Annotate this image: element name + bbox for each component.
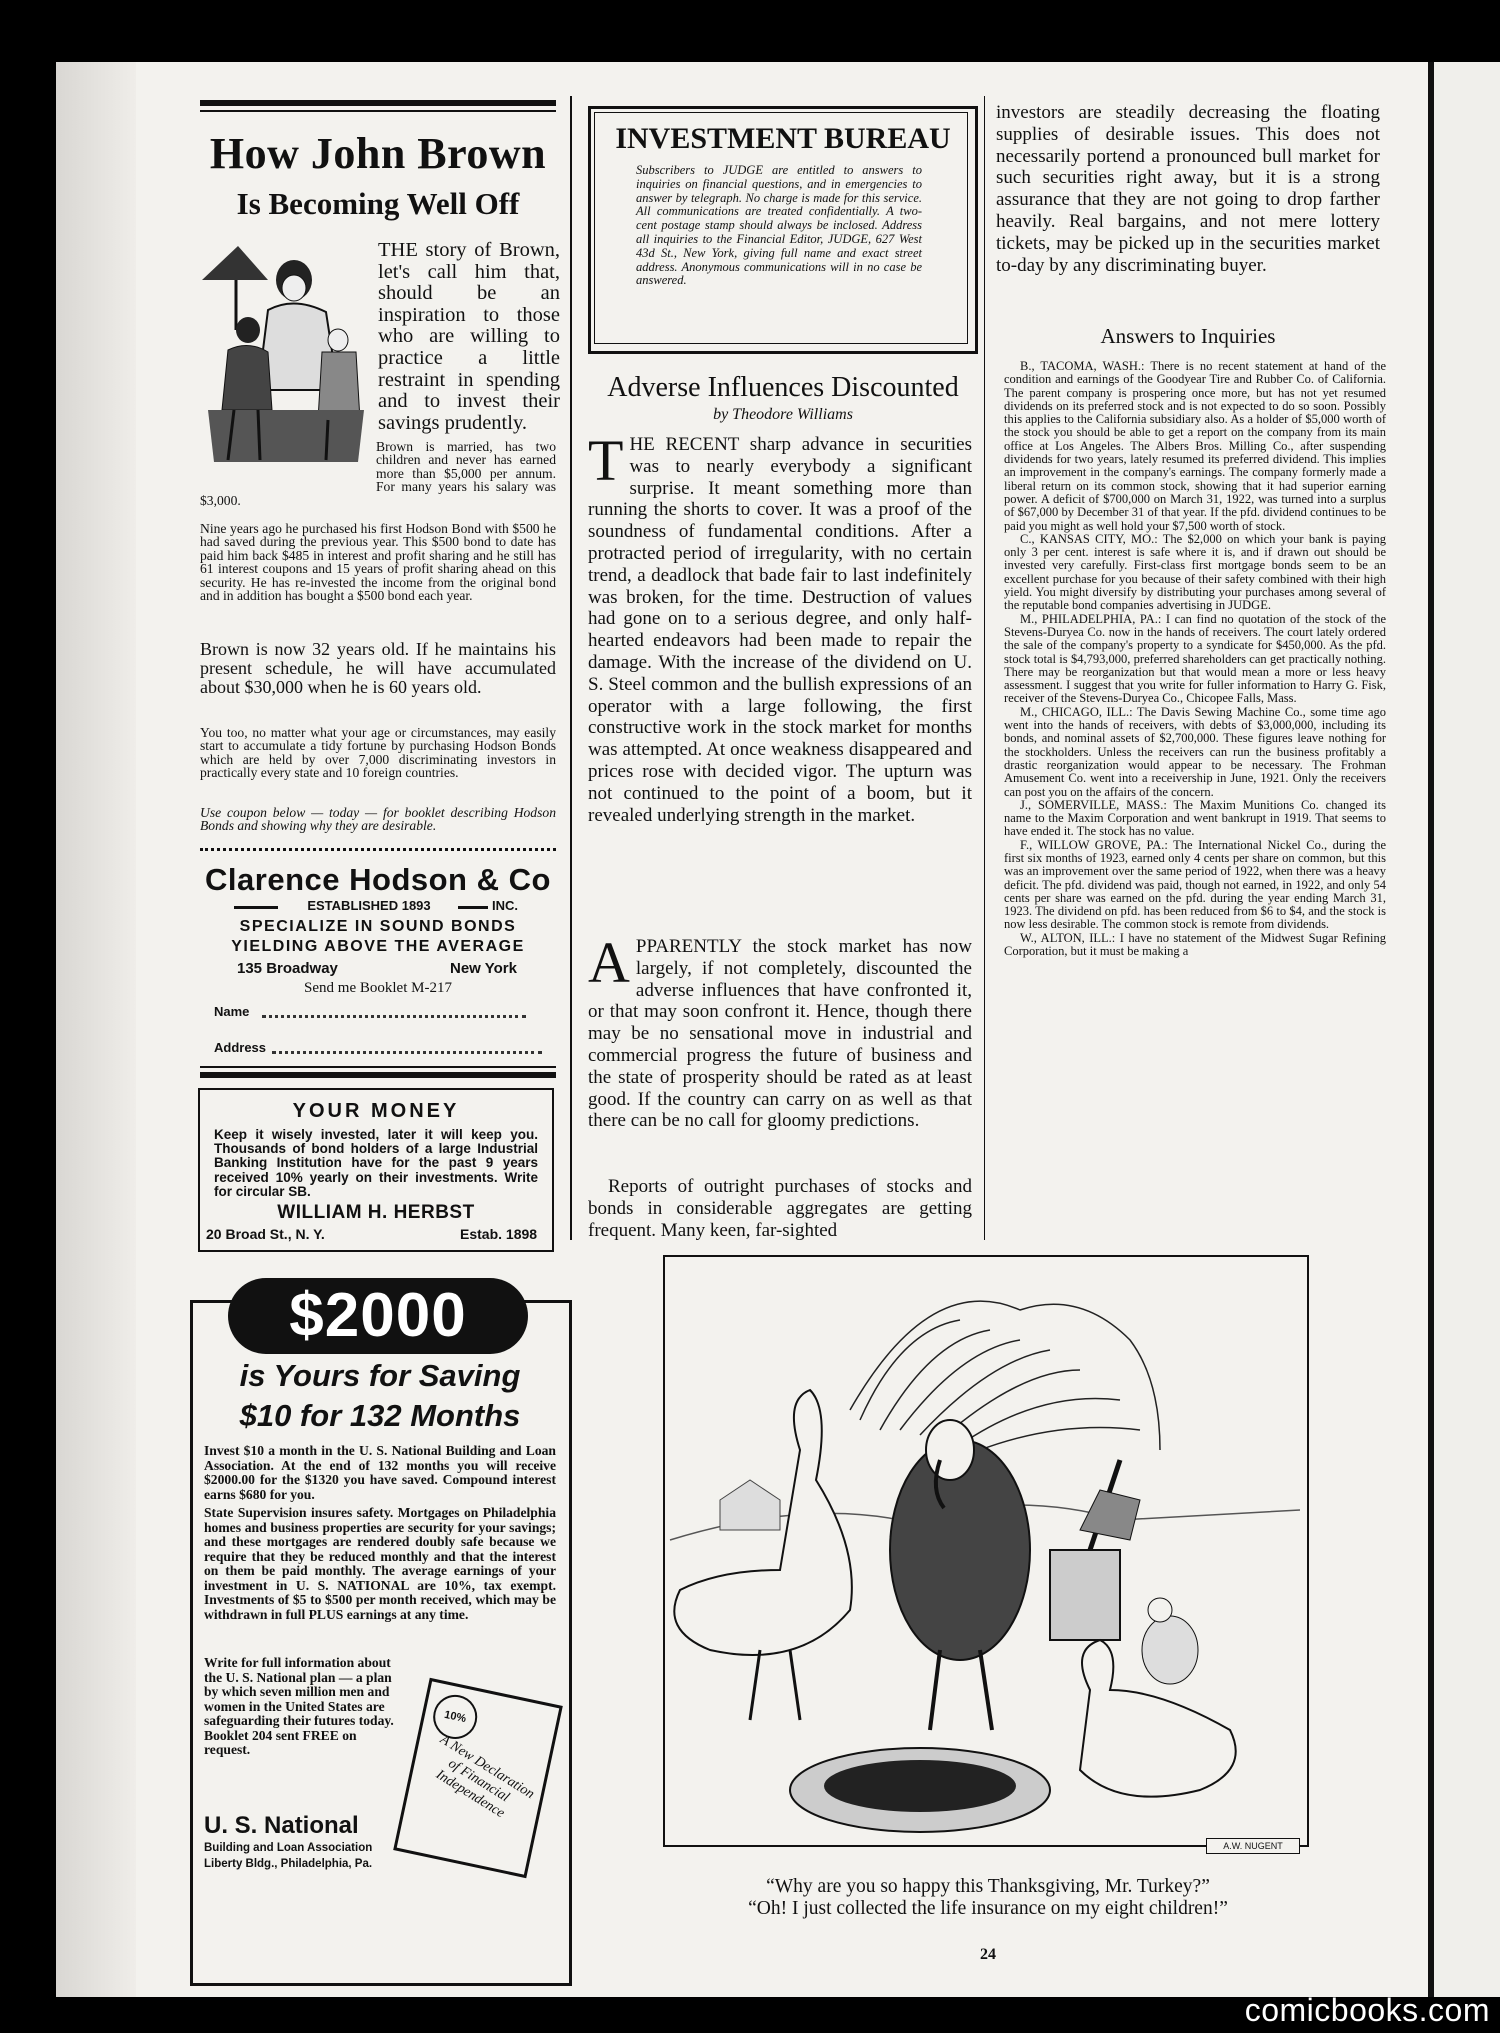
dropcap-t: T [588,428,624,493]
savings-body2: State Supervision insures safety. Mortgages on Philadelphia homes and business properties are security for your savings; and these mortgages are rendered doubly safe because we require that they be reduced monthly and that the interest on them be paid monthly. The average earnings of your investment in U. S. NATIONAL are 10%, tax exempt. Investments of $5 to $500 per month received, which may be withdrawn in full PLUS earnings at any time. [204,1505,556,1622]
savings-headline2: $10 for 132 Months [239,1398,521,1433]
cartoon-signature: A.W. NUGENT [1206,1838,1300,1854]
booklet-text: A New Declaration of Financial Independence [433,1732,537,1822]
booklet-request: Send me Booklet M-217 [304,980,452,996]
established-line [200,898,556,916]
answers-title: Answers to Inquiries [1100,324,1276,348]
established-text: ESTABLISHED 1893 [307,898,431,913]
article-para1 [588,428,972,826]
amount-text: $2000 [289,1281,467,1350]
adjacent-page-edge [1428,62,1500,1997]
answer-item: B., TACOMA, WASH.: There is no recent statement at hand of the condition and earnings of the Goodyear Tire and Rubber Co. of California. The parent company is prospering once more, but has not yet resumed dividends on its preferred stock and is not expected to do so soon. Possibly this applies to the California subsidiary also. As a holder of $5,000 worth of the stock you should be able to get a report on the company from its main office at Los Angeles. The Albers Bros. Milling Co., after suspending dividends for two years, lately resumed its preferred dividend. This implies an improvement in the company's earnings. The company formerly made a liberal return on its common stock, showing that it had superior earning power. A deficit of $700,000 on March 31, 1922, was turned into a surplus of $67,000 by December 31 of that year. If the pfd. dividend continues to be paid you might as well hold your $7,500 worth of stock. [1004,359,1386,533]
answer-item: J., SOMERVILLE, MASS.: The Maxim Munitions Co. changed its name to the Maxim Corporation and went bankrupt in 1919. That seems to have ended it. The stock has no value. [1004,797,1386,839]
ad-bottom-rule [200,1072,556,1078]
ad-top-rule [200,100,556,106]
your-money-estab: Estab. 1898 [460,1226,538,1242]
answer-item: M., CHICAGO, ILL.: The Davis Sewing Machine Co., some time ago went into the hands of receivers, with debts of $3,000,000, including its bonds, and nominal assets of $2,700,000. These figures leave nothing for the stockholders. Unless the receivers can run the business profitably a drastic reorganization would appear to be necessary. The Frohman Amusement Co. went into a receivership in June, 1921. Only the receivers can post you on the affairs of the concern. [1004,704,1386,799]
your-money-title: YOUR MONEY [292,1100,460,1122]
article-title: Adverse Influences Discounted [607,372,959,403]
coupon-cut-line [200,848,556,851]
article-para1-text: HE RECENT sharp advance in securities was to nearly everybody a significant surprise. It meant something more than running the shorts to cover. It was a proof of the soundness of fundamental conditions. After a protracted period of irregularity, with no certain trend, a deadlock that bade fair to last indefinitely was broken, for the time. Destruction of values had gone on to a serious degree, and only half-hearted endeavors had been made to repair the damage. With the increase of the dividend on U. S. Steel common and the bullish expressions of an operator with a large following, the first constructive work in the stock market for months was attempted. At once weakness disappeared and prices rose with decided vigor. The upturn was not continued to the point of a boom, but it revealed underlying strength in the market. [588,434,972,826]
savings-org: U. S. National [204,1812,359,1839]
article-para3: Reports of outright purchases of stocks and bonds in considerable aggregates are getting frequent. Many keen, far-sighted [588,1176,972,1241]
address-city: New York [450,960,517,977]
page-number: 24 [980,1946,996,1963]
dropcap-a: A [588,930,630,995]
ad-subheadline: Is Becoming Well Off [236,186,520,221]
ad-para3: Brown is now 32 years old. If he maintains his present schedule, he will have accumulated about $30,000 when he is 60 years old. [200,639,556,697]
savings-headline1: is Yours for Saving [239,1358,521,1393]
article-byline: by Theodore Williams [713,406,853,423]
address-street: 135 Broadway [237,960,338,977]
ad-top-rule-thin [200,110,556,112]
page-gutter [56,62,136,1997]
savings-body3: Write for full information about the U. S. National plan — a plan by which seven million men and women in the United States are safeguarding their futures today. Booklet 204 sent FREE on request. [204,1655,394,1757]
answer-item: C., KANSAS CITY, MO.: The $2,000 on which your bank is paying only 3 per cent. interest is safe where it is, and if drawn out should be invested very carefully. First-class first mortgage bonds seem to be an excellent purchase for you because of their safety combined with their high yield. You might diversify by distributing your purchases among several of the reputable bond companies advertising in JUDGE. [1004,531,1386,613]
answer-item: W., ALTON, ILL.: I have no statement of the Midwest Sugar Refining Corporation, but it must be making a [1004,930,1386,959]
ad-para1-text: Brown is married, has two children and never has earned more than $5,000 per annum. For many years his salary was $3,000. [200,439,556,508]
your-money-body: Keep it wisely invested, later it will keep you. Thousands of bond holders of a large Industrial Banking Institution have for the past 9 years received 10% yearly on their investments. Write for circular SB. [214,1127,538,1199]
savings-body1: Invest $10 a month in the U. S. National Building and Loan Association. At the end of 132 months you will receive $2000.00 for the $1320 you have saved. Compound interest earns $680 for you. [204,1443,556,1502]
column-divider [570,96,572,1240]
coupon-address-label: Address [214,1040,267,1055]
investment-bureau-body: Subscribers to JUDGE are entitled to answers to inquiries on financial questions, and in emergencies to answer by telegraph. No charge is made for this service. All communications are treated confidentially. A two-cent postage stamp should always be inclosed. Address all inquiries to the Financial Editor, JUDGE, 627 West 43d St., New York, giving full name and exact street address. Anonymous communications will in no case be answered. [636,163,922,288]
ad-intro: THE story of Brown, let's call him that, should be an inspiration to those who are willing to practice a little restraint in spending and to invest their savings prudently. [378,239,560,434]
ad-para2: Nine years ago he purchased his first Hodson Bond with $500 he had saved during the previous year. This $500 bond to date has paid him back $485 in interest and profit sharing and he still has 61 interest coupons and 15 years of profit sharing ahead on this security. He has re-invested the income from the original bond and in addition has bought a $500 bond each year. [200,521,556,604]
ad-headline: How John Brown [209,129,547,178]
ad-para4: You too, no matter what your age or circumstances, may easily start to accumulate a tidy fortune by purchasing Hodson Bonds which are held by over 7,000 discriminating investors in practically every state and 10 foreign countries. [200,725,556,781]
answer-item: F., WILLOW GROVE, PA.: The International Nickel Co., during the first six months of 1923, earned only 4 cents per share on common, but this was an improvement over the same period of 1922, when there was a heavy deficit. The pfd. dividend was paid, though not earned, in 1922, and only 54 cents per share was earned on the pfd. during the year ending March 31, 1923. The dividend on pfd. has been reduced from $6 to $4, and the stock is now less desirable. The common stock is remote from dividends. [1004,837,1386,932]
booklet-badge: 10% [429,1691,481,1743]
savings-org-sub: Building and Loan Association [204,1842,373,1854]
your-money-name: WILLIAM H. HERBST [277,1202,475,1223]
yielding-line: YIELDING ABOVE THE AVERAGE [231,938,525,955]
column-divider-2 [984,96,985,1240]
thanksgiving-cartoon [600,1250,1376,1866]
cartoon-caption-1: “Why are you so happy this Thanksgiving, Mr. Turkey?” [766,1876,1210,1897]
savings-org-address: Liberty Bldg., Philadelphia, Pa. [204,1858,373,1870]
coupon-name-label: Name [214,1004,250,1019]
family-illustration [198,240,374,462]
coupon-name-field[interactable] [262,1015,526,1018]
specialize-line: SPECIALIZE IN SOUND BONDS [239,918,517,935]
article-para4: investors are steadily decreasing the floating supplies of desirable issues. This does not necessarily portend a pronounced bull market for such securities right away, but it is a strong assurance that they are not going to drop farther heavily. Real bargains, and not mere lottery tickets, may be picked up in the securities market to-day by any discriminating buyer. [996,102,1380,276]
coupon-address-field[interactable] [272,1051,542,1054]
article-para2-text: PPARENTLY the stock market has now largely, if not completely, discounted the adverse influences that have confronted it, or that may soon confront it. Hence, though there may be no sensational move in industrial and commercial progress the future of business and the state of prosperity should be rated as at least good. If the country can carry on as well as that there can be no call for gloomy predictions. [588,936,972,1132]
cartoon-caption-2: “Oh! I just collected the life insurance on my eight children!” [748,1898,1228,1919]
ad-para5: Use coupon below — today — for booklet describing Hodson Bonds and showing why they are desirable. [200,805,556,834]
ad-para1 [200,440,556,507]
article-para2 [588,930,972,1132]
answer-item: M., PHILADELPHIA, PA.: I can find no quotation of the stock of the Stevens-Duryea Co. now in the hands of receivers. The court lately ordered the sale of the company's property to a syndicate for $450,000. As the pfd. stock total is $4,793,000, preferred shareholders can get practically nothing. There may be reorganization but that would mean a more or less heavy assessment. I suggest that you write for fuller information to Harry G. Fisk, receiver of the Stevens-Duryea Co., Chicopee Falls, Mass. [1004,611,1386,706]
your-money-address: 20 Broad St., N. Y. [206,1226,325,1242]
firm-name: Clarence Hodson & Co [205,862,551,897]
ad-bottom-rule-thin [200,1066,556,1068]
inc-text: INC. [492,898,518,913]
investment-bureau-title: INVESTMENT BUREAU [615,122,951,155]
watermark: comicbooks.com [1244,1992,1490,2028]
answers-list [1004,360,1386,958]
